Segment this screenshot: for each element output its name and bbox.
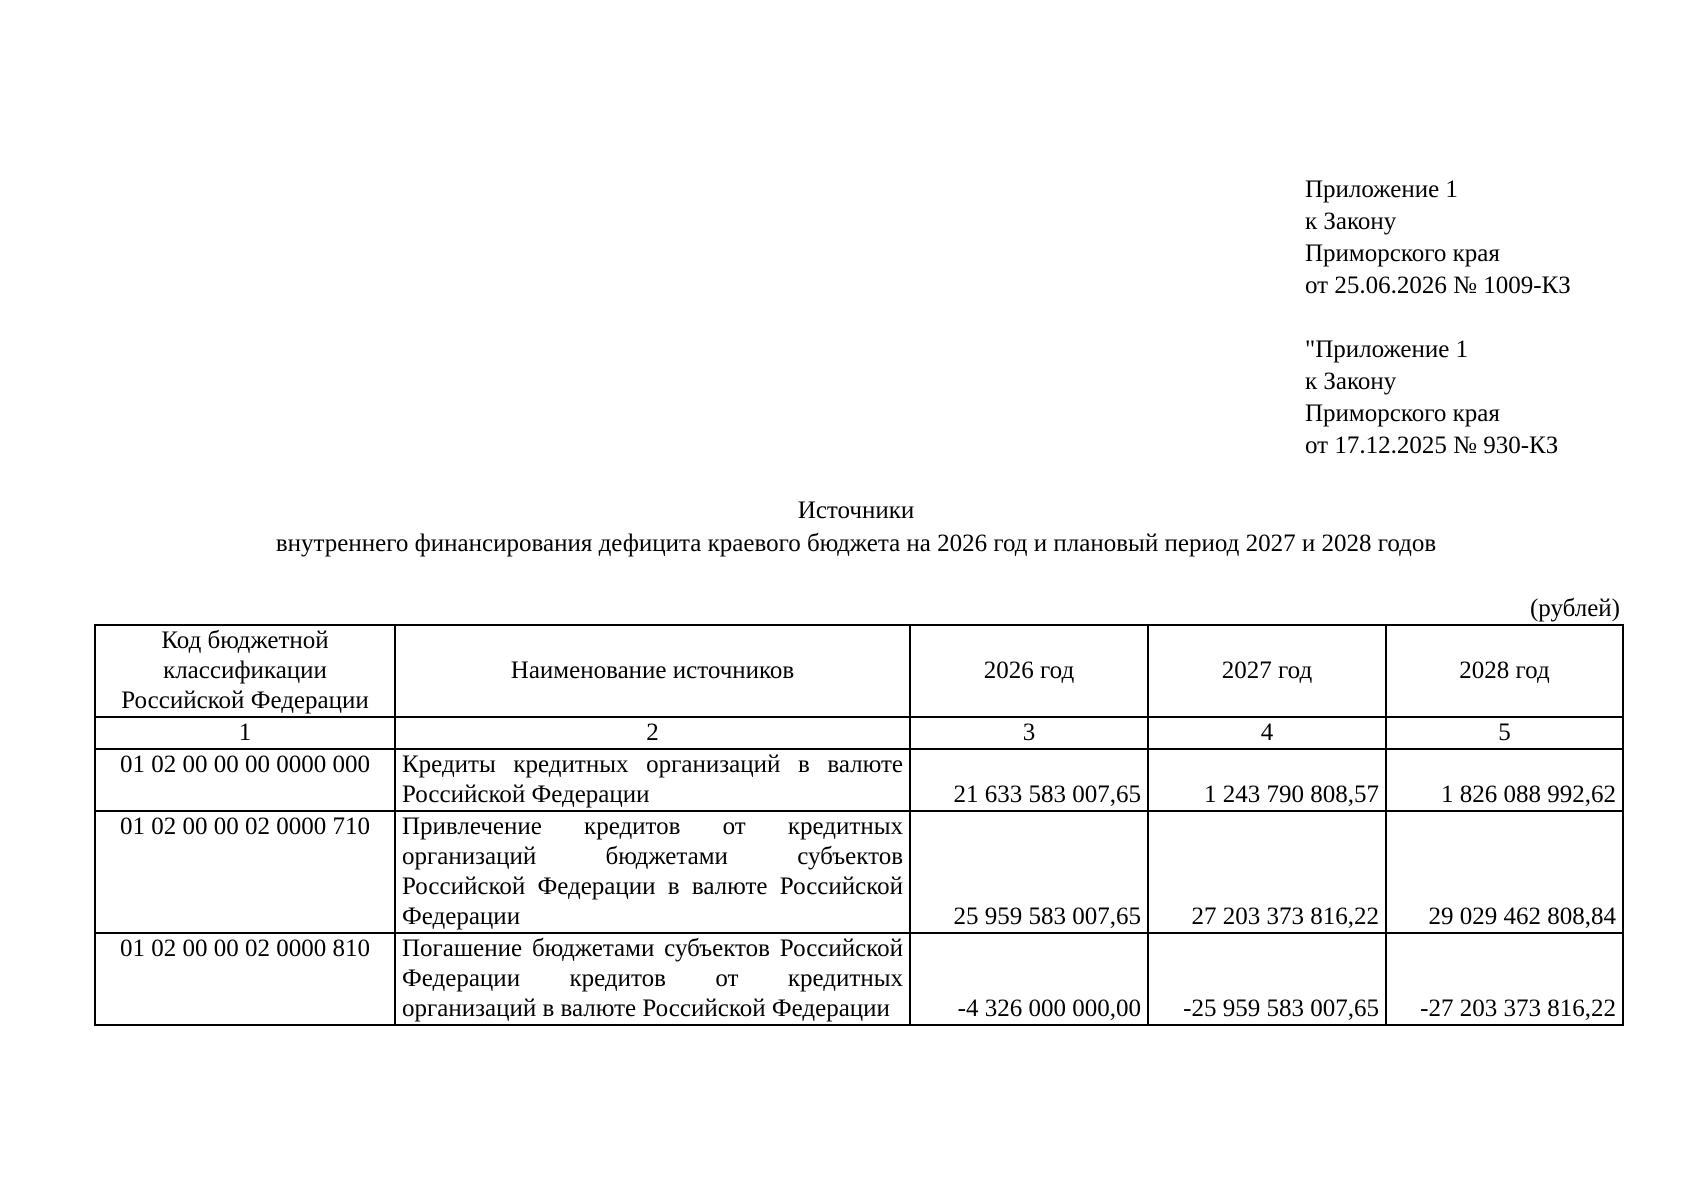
appendix-line: Приморского края <box>1305 400 1500 427</box>
row-name: Кредиты кредитных организаций в валюте Российской Федерации <box>395 749 910 811</box>
row-amount-2028: 29 029 462 808,84 <box>1386 811 1623 933</box>
document-title <box>0 494 1690 560</box>
table-header-row <box>95 625 1623 717</box>
table-row <box>95 749 1623 811</box>
appendix-line: Приморского края <box>1305 240 1500 267</box>
row-amount-2027: 27 203 373 816,22 <box>1148 811 1386 933</box>
table-row <box>95 811 1623 933</box>
row-code: 01 02 00 00 02 0000 710 <box>95 811 395 933</box>
appendix-line: "Приложение 1 <box>1305 336 1469 363</box>
row-amount-2026: -4 326 000 000,00 <box>910 933 1148 1025</box>
header-code: Код бюджетной классификации Российской Федерации <box>95 625 395 717</box>
row-name: Привлечение кредитов от кредитных организаций бюджетами субъектов Российской Федерации в валюте Российской Федерации <box>395 811 910 933</box>
row-amount-2026: 21 633 583 007,65 <box>910 749 1148 811</box>
header-2026: 2026 год <box>910 625 1148 717</box>
row-amount-2028: 1 826 088 992,62 <box>1386 749 1623 811</box>
appendix-line: от 17.12.2025 № 930-КЗ <box>1305 432 1559 459</box>
column-number: 4 <box>1148 717 1386 749</box>
column-number: 2 <box>395 717 910 749</box>
header-2028: 2028 год <box>1386 625 1623 717</box>
header-name: Наименование источников <box>395 625 910 717</box>
header-2027: 2027 год <box>1148 625 1386 717</box>
row-amount-2026: 25 959 583 007,65 <box>910 811 1148 933</box>
column-number: 3 <box>910 717 1148 749</box>
column-number: 1 <box>95 717 395 749</box>
row-code: 01 02 00 00 00 0000 000 <box>95 749 395 811</box>
column-number-row <box>95 717 1623 749</box>
appendix-header <box>1305 174 1571 462</box>
sources-table <box>94 624 1624 1026</box>
appendix-line: от 25.06.2026 № 1009-КЗ <box>1305 272 1571 299</box>
row-amount-2027: 1 243 790 808,57 <box>1148 749 1386 811</box>
row-code: 01 02 00 00 02 0000 810 <box>95 933 395 1025</box>
table-row <box>95 933 1623 1025</box>
appendix-line: к Закону <box>1305 368 1397 395</box>
appendix-line: к Закону <box>1305 208 1397 235</box>
row-amount-2027: -25 959 583 007,65 <box>1148 933 1386 1025</box>
title-line-2: внутреннего финансирования дефицита краевого бюджета на 2026 год и плановый период 2027 и 2028 годов <box>275 530 1437 557</box>
appendix-gap <box>1305 302 1571 334</box>
row-name: Погашение бюджетами субъектов Российской Федерации кредитов от кредитных организаций в валюте Российской Федерации <box>395 933 910 1025</box>
appendix-line: Приложение 1 <box>1305 176 1458 203</box>
title-line-1: Источники <box>797 497 915 524</box>
units-label: (рублей) <box>1529 595 1620 622</box>
row-amount-2028: -27 203 373 816,22 <box>1386 933 1623 1025</box>
column-number: 5 <box>1386 717 1623 749</box>
